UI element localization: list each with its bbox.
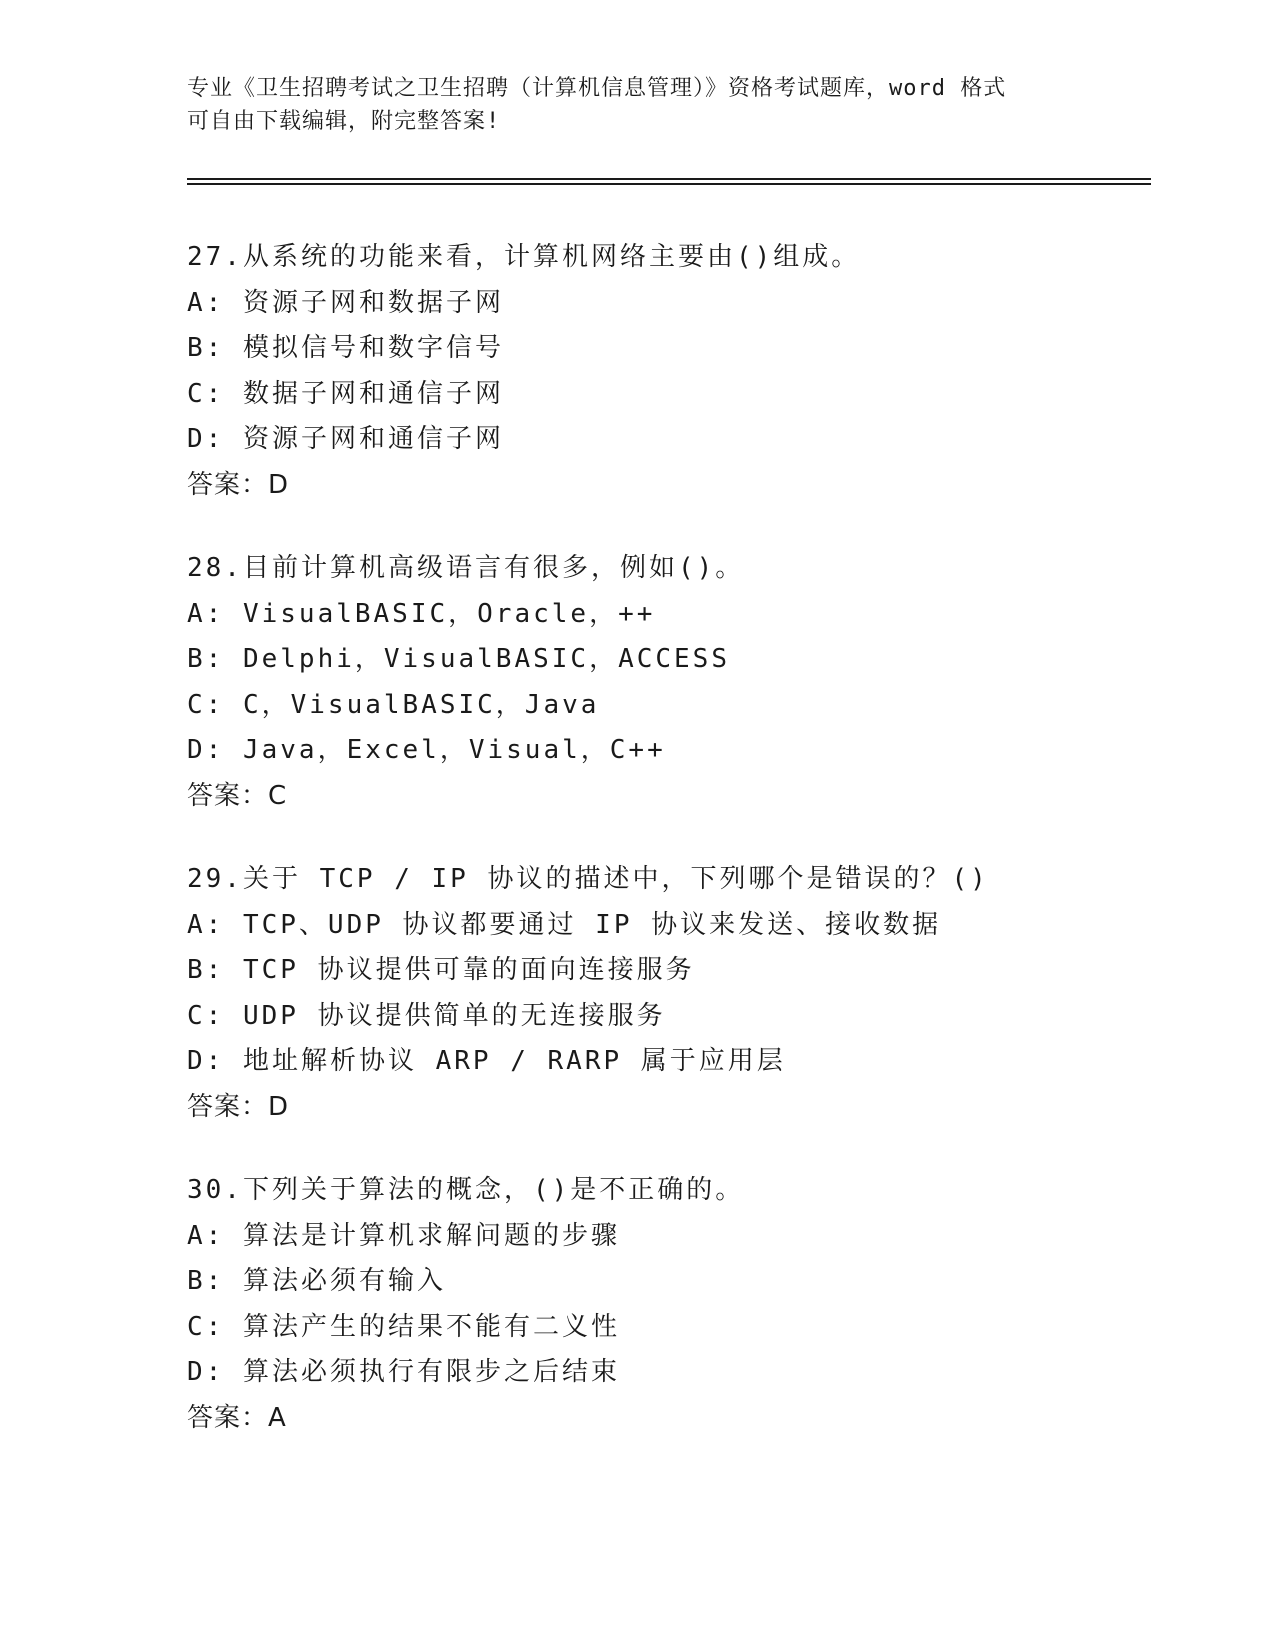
header-divider-top [187, 178, 1151, 180]
question-stem: 28.目前计算机高级语言有很多，例如()。 [187, 553, 745, 583]
option-b: B: Delphi，VisualBASIC，ACCESS [187, 644, 730, 674]
answer-line: 答案：A [187, 1402, 287, 1433]
option-b: B: 模拟信号和数字信号 [187, 333, 504, 363]
question-29 [187, 857, 1147, 1130]
question-stem: 30.下列关于算法的概念，()是不正确的。 [187, 1175, 745, 1205]
answer-line: 答案：C [187, 780, 288, 811]
answer-line: 答案：D [187, 469, 290, 500]
question-28 [187, 546, 1147, 819]
option-c: C: 算法产生的结果不能有二义性 [187, 1311, 620, 1342]
option-b: B: TCP 协议提供可靠的面向连接服务 [187, 955, 695, 985]
header-line-1: 专业《卫生招聘考试之卫生招聘（计算机信息管理）》资格考试题库，word 格式 [187, 76, 1007, 101]
option-b: B: 算法必须有输入 [187, 1266, 446, 1296]
option-a: A: VisualBASIC，Oracle，++ [187, 598, 656, 629]
option-d: D: 算法必须执行有限步之后结束 [187, 1357, 620, 1387]
question-30 [187, 1168, 1147, 1441]
header-divider-bottom [187, 183, 1151, 185]
option-c: C: 数据子网和通信子网 [187, 378, 504, 409]
question-stem: 27.从系统的功能来看，计算机网络主要由()组成。 [187, 242, 861, 272]
option-a: A: TCP、UDP 协议都要通过 IP 协议来发送、接收数据 [187, 909, 942, 940]
answer-line: 答案：D [187, 1091, 290, 1122]
question-27 [187, 235, 1147, 508]
question-stem: 29.关于 TCP / IP 协议的描述中，下列哪个是错误的？() [187, 864, 989, 894]
option-d: D: Java，Excel，Visual，C++ [187, 735, 666, 765]
option-a: A: 算法是计算机求解问题的步骤 [187, 1220, 620, 1251]
option-c: C: C，VisualBASIC，Java [187, 689, 600, 720]
option-a: A: 资源子网和数据子网 [187, 287, 504, 318]
option-d: D: 地址解析协议 ARP / RARP 属于应用层 [187, 1046, 786, 1076]
document-header [187, 72, 1087, 138]
option-c: C: UDP 协议提供简单的无连接服务 [187, 1000, 666, 1031]
option-d: D: 资源子网和通信子网 [187, 424, 504, 454]
question-list [187, 235, 1147, 1479]
header-line-2: 可自由下载编辑，附完整答案! [187, 109, 501, 134]
